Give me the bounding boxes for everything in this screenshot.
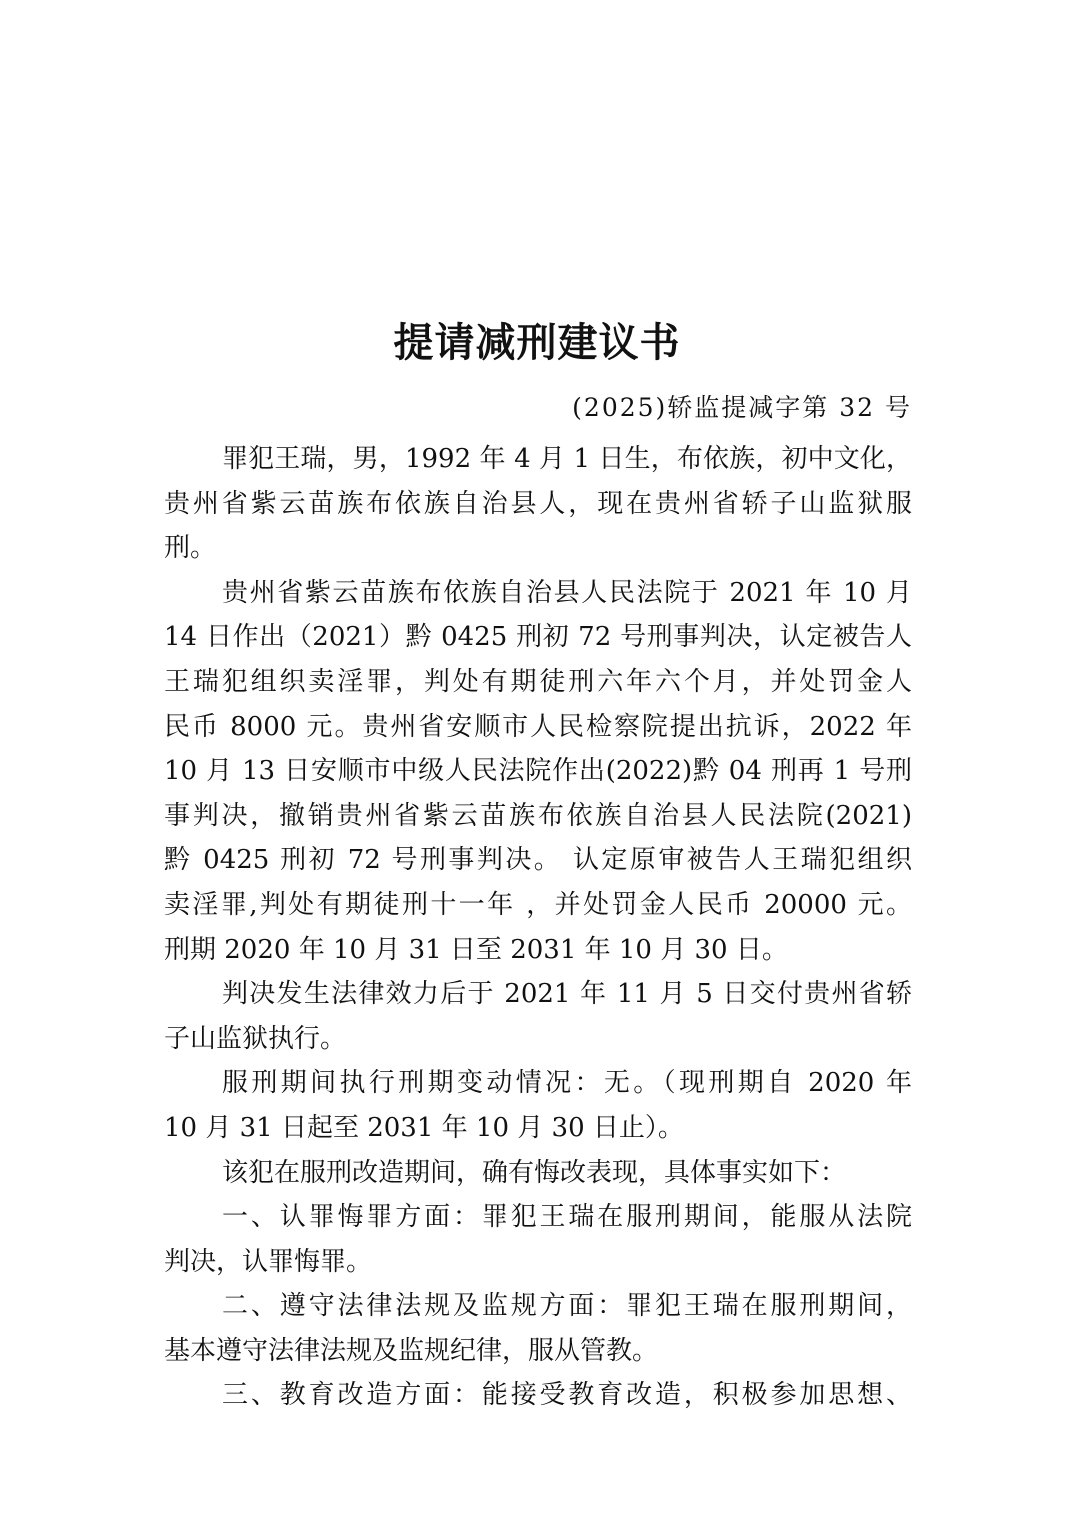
text-line: 一、认罪悔罪方面：罪犯王瑞在服刑期间，能服从法院 <box>222 1202 912 1233</box>
paragraph-judgment-history <box>164 571 912 972</box>
text-line: 10 月 13 日安顺市中级人民法院作出(2022)黔 04 刑再 1 号刑 <box>164 756 912 787</box>
paragraph-remorse-intro <box>164 1151 912 1196</box>
document-body <box>164 437 912 1418</box>
text-line: 二、遵守法律法规及监规方面：罪犯王瑞在服刑期间， <box>222 1291 912 1322</box>
text-line: 基本遵守法律法规及监规纪律，服从管教。 <box>164 1335 659 1366</box>
text-line: 黔 0425 刑初 72 号刑事判决。 认定原审被告人王瑞犯组织 <box>164 845 912 876</box>
paragraph-personal-info <box>164 437 912 571</box>
paragraph-compliance <box>164 1284 912 1373</box>
text-line: 罪犯王瑞，男，1992 年 4 月 1 日生，布依族，初中文化， <box>222 444 912 474</box>
text-line: 卖淫罪,判处有期徒刑十一年 ，并处罚金人民币 20000 元。 <box>164 889 912 920</box>
text-line: 刑。 <box>164 533 217 564</box>
text-line: 贵州省紫云苗族布依族自治县人，现在贵州省轿子山监狱服 <box>164 488 912 519</box>
paragraph-sentence-changes <box>164 1061 912 1150</box>
paragraph-execution <box>164 972 912 1061</box>
text-line: 刑期 2020 年 10 月 31 日至 2031 年 10 月 30 日。 <box>164 934 788 965</box>
text-line: 10 月 31 日起至 2031 年 10 月 30 日止）。 <box>164 1112 684 1143</box>
text-line: 事判决，撤销贵州省紫云苗族布依族自治县人民法院(2021) <box>164 800 912 831</box>
paragraph-education <box>164 1373 912 1418</box>
text-line: 判决，认罪悔罪。 <box>164 1246 373 1277</box>
document-title: 提请减刑建议书 <box>393 319 681 366</box>
document-number: (2025)轿监提减字第 32 号 <box>572 393 912 422</box>
paragraph-confession <box>164 1195 912 1284</box>
text-line: 子山监狱执行。 <box>164 1023 347 1054</box>
text-line: 王瑞犯组织卖淫罪，判处有期徒刑六年六个月，并处罚金人 <box>164 666 912 697</box>
text-line: 服刑期间执行刑期变动情况：无。（现刑期自 2020 年 <box>222 1068 912 1099</box>
text-line: 14 日作出（2021）黔 0425 刑初 72 号刑事判决，认定被告人 <box>164 622 912 653</box>
text-line: 判决发生法律效力后于 2021 年 11 月 5 日交付贵州省轿 <box>222 979 912 1010</box>
text-line: 三、教育改造方面：能接受教育改造，积极参加思想、 <box>222 1380 912 1411</box>
text-line: 该犯在服刑改造期间，确有悔改表现，具体事实如下： <box>222 1157 847 1188</box>
text-line: 民币 8000 元。贵州省安顺市人民检察院提出抗诉，2022 年 <box>164 711 912 742</box>
text-line: 贵州省紫云苗族布依族自治县人民法院于 2021 年 10 月 <box>222 577 912 608</box>
